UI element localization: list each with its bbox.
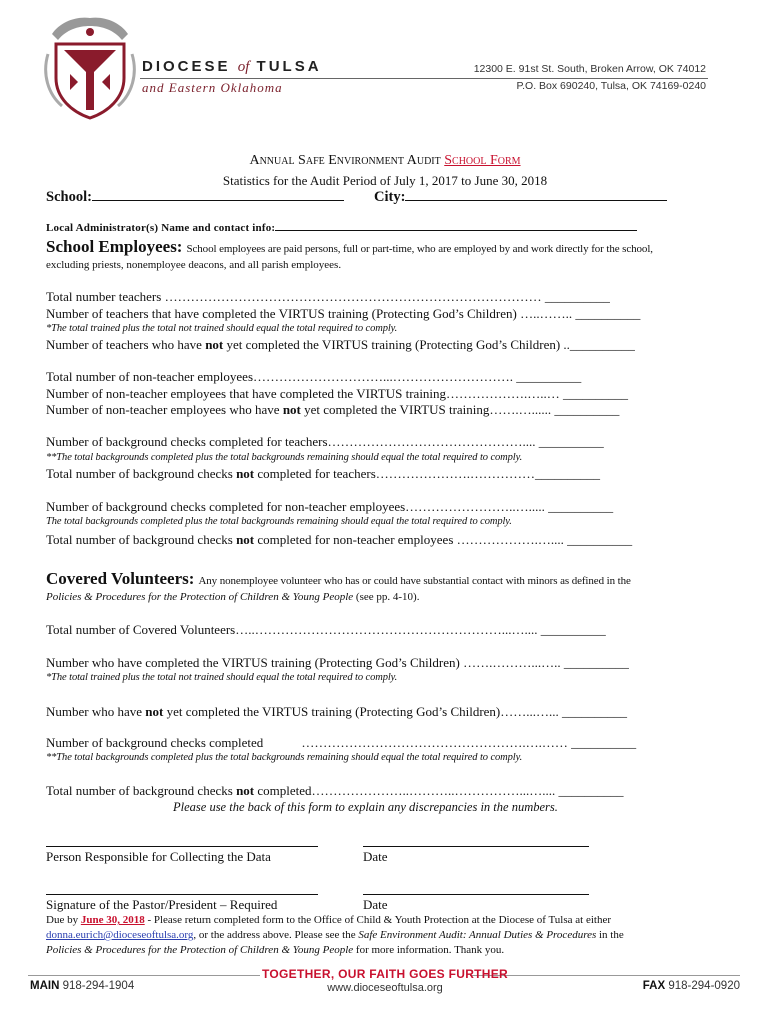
total-non-teacher-field[interactable]: Total number of non-teacher employees…………………………...………………………. __________ [46,369,582,384]
city-field[interactable] [374,189,667,206]
non-teacher-background-completed-field[interactable]: Number of background checks completed for non-teacher employees……………………..…..... __________ [46,499,614,514]
page-title [0,153,770,169]
policies-pages: (see pp. 4-10). [353,591,420,603]
date-label-1: Date [363,849,388,864]
row-text: yet completed the VIRTUS training (Protecting God’s Children)……...…... __________ [163,704,628,719]
city-label: City: [374,189,406,205]
row-text: Total number of background checks [46,783,237,798]
org-name [142,58,322,76]
row-text: Total number of background checks [46,466,237,481]
org-name-tulsa: TULSA [256,58,322,75]
non-teacher-virtus-completed-field[interactable]: Number of non-teacher employees that have completed the VIRTUS training……………….…..… __________ [46,386,629,401]
row-emphasis: not [282,402,301,417]
background-note-2: The total backgrounds completed plus the total backgrounds remaining should equal the total required to comply. [46,516,512,527]
org-name-of: of [237,59,250,75]
date-line-2[interactable] [363,894,589,895]
footer-fax [643,980,740,992]
due-paragraph [46,913,730,958]
non-teacher-background-not-completed-field[interactable] [46,532,632,548]
due-lead: Due by [46,914,81,926]
audit-period: Statistics for the Audit Period of July 1, 2017 to June 30, 2018 [222,173,548,188]
volunteers-virtus-not-completed-field[interactable] [46,704,627,720]
school-field[interactable] [46,189,344,206]
volunteers-desc-2 [46,591,419,603]
row-text: Total number of background checks [46,532,237,547]
fax-label: FAX [642,980,666,992]
footer-slogan: TOGETHER, OUR FAITH GOES FURTHER [261,967,509,981]
person-responsible-label: Person Responsible for Collecting the Data [46,849,271,864]
discrepancies-note: Please use the back of this form to explain any discrepancies in the numbers. [173,800,558,814]
volunteers-virtus-completed-field[interactable]: Number who have completed the VIRTUS training (Protecting God’s Children) …….………...….. __________ [46,655,629,670]
fax-number: 918-294-0920 [668,980,740,992]
local-admin-field[interactable] [46,219,637,234]
org-tagline: and Eastern Oklahoma [142,80,283,95]
date-line-1[interactable] [363,846,589,847]
person-signature-line[interactable] [46,846,318,847]
background-note-1: **The total backgrounds completed plus the total backgrounds remaining should equal the total required to comply. [46,452,523,463]
background-note-3: **The total backgrounds completed plus the total backgrounds remaining should equal the total required to comply. [46,752,523,763]
main-label: MAIN [30,980,60,992]
due-line-1 [46,913,730,928]
row-text: Number of non-teacher employees who have [46,402,283,417]
policies-title-2: Policies & Procedures for the Protection of Children & Young People [46,944,354,956]
total-volunteers-field[interactable]: Total number of Covered Volunteers…..…………………………………………………...….... __________ [46,622,606,637]
due-line-2 [46,928,730,943]
pastor-signature-line[interactable] [46,894,318,895]
trained-note-1: *The total trained plus the total not trained should equal the total required to comply. [46,323,398,334]
row-text: completed for non-teacher employees ……………….….... __________ [254,532,633,547]
teacher-background-not-completed-field[interactable] [46,466,600,482]
volunteers-header [46,569,631,589]
volunteers-desc-1: Any nonemployee volunteer who has or could have substantial contact with minors as defined in the [198,575,631,587]
volunteers-heading: Covered Volunteers: [46,569,195,588]
policies-title: Policies & Procedures for the Protection of Children & Young People [46,591,354,603]
row-text: Number who have [46,704,146,719]
total-teachers-field[interactable]: Total number teachers …………………………………………………………………………… __________ [46,289,610,304]
teachers-virtus-completed-field[interactable]: Number of teachers that have completed the VIRTUS training (Protecting God’s Children) …..…….. __________ [46,306,641,321]
title-school-form: School Form [444,153,521,168]
org-name-diocese: DIOCESE [142,58,231,75]
address-line-2: P.O. Box 690240, Tulsa, OK 74169-0240 [516,80,706,92]
row-text: completed…………………..………..……………...….... __________ [254,783,624,798]
pastor-signature-label: Signature of the Pastor/President – Required [46,897,278,912]
contact-email-link[interactable]: donna.eurich@dioceseoftulsa.org [46,929,194,941]
volunteers-background-completed-field[interactable] [46,735,636,751]
row-text: yet completed the VIRTUS training (Protecting God’s Children) ..__________ [223,337,635,352]
row-text: …………………………………………….….…… __________ [301,735,637,750]
employees-heading: School Employees: [46,237,183,256]
audit-duties-title: Safe Environment Audit: Annual Duties & Procedures [358,929,597,941]
row-emphasis: not [236,532,255,547]
row-emphasis: not [236,466,255,481]
due-text-4: for more information. Thank you. [353,944,505,956]
volunteers-background-not-completed-field[interactable] [46,783,624,799]
header-rule [140,78,708,79]
row-text: Number of teachers who have [46,337,206,352]
employees-desc-2: excluding priests, nonemployee deacons, and all parish employees. [46,259,342,271]
row-emphasis: not [236,783,255,798]
trained-note-2: *The total trained plus the total not trained should equal the total required to comply. [46,672,398,683]
due-date: June 30, 2018 [80,914,145,926]
title-main: Annual Safe Environment Audit [249,153,445,168]
row-emphasis: not [205,337,224,352]
teacher-background-completed-field[interactable]: Number of background checks completed for teachers……………………………………….... __________ [46,434,604,449]
due-text-2: , or the address above. Please see the [193,929,359,941]
row-text: completed for teachers………………….……………__________ [254,466,601,481]
diocese-seal-logo [42,14,138,124]
school-label: School: [46,189,92,205]
due-text-3: in the [596,929,624,941]
address-line-1: 12300 E. 91st St. South, Broken Arrow, OK 74012 [473,63,706,75]
row-text: yet completed the VIRTUS training…….…...... __________ [300,402,620,417]
non-teacher-virtus-not-completed-field[interactable] [46,402,619,418]
date-label-2: Date [363,897,388,912]
due-line-3 [46,943,730,958]
employees-header [46,237,653,257]
row-emphasis: not [145,704,164,719]
footer-website[interactable]: www.dioceseoftulsa.org [327,982,443,994]
due-text-1: - Please return completed form to the Office of Child & Youth Protection at the Diocese of Tulsa at either [144,914,611,926]
employees-desc-1: School employees are paid persons, full or part-time, who are employed by and work directly for the school, [186,243,653,255]
local-admin-label: Local Administrator(s) Name and contact info: [46,222,276,234]
row-text: Number of background checks completed [46,735,264,750]
main-number: 918-294-1904 [62,980,135,992]
teachers-virtus-not-completed-field[interactable] [46,337,635,353]
